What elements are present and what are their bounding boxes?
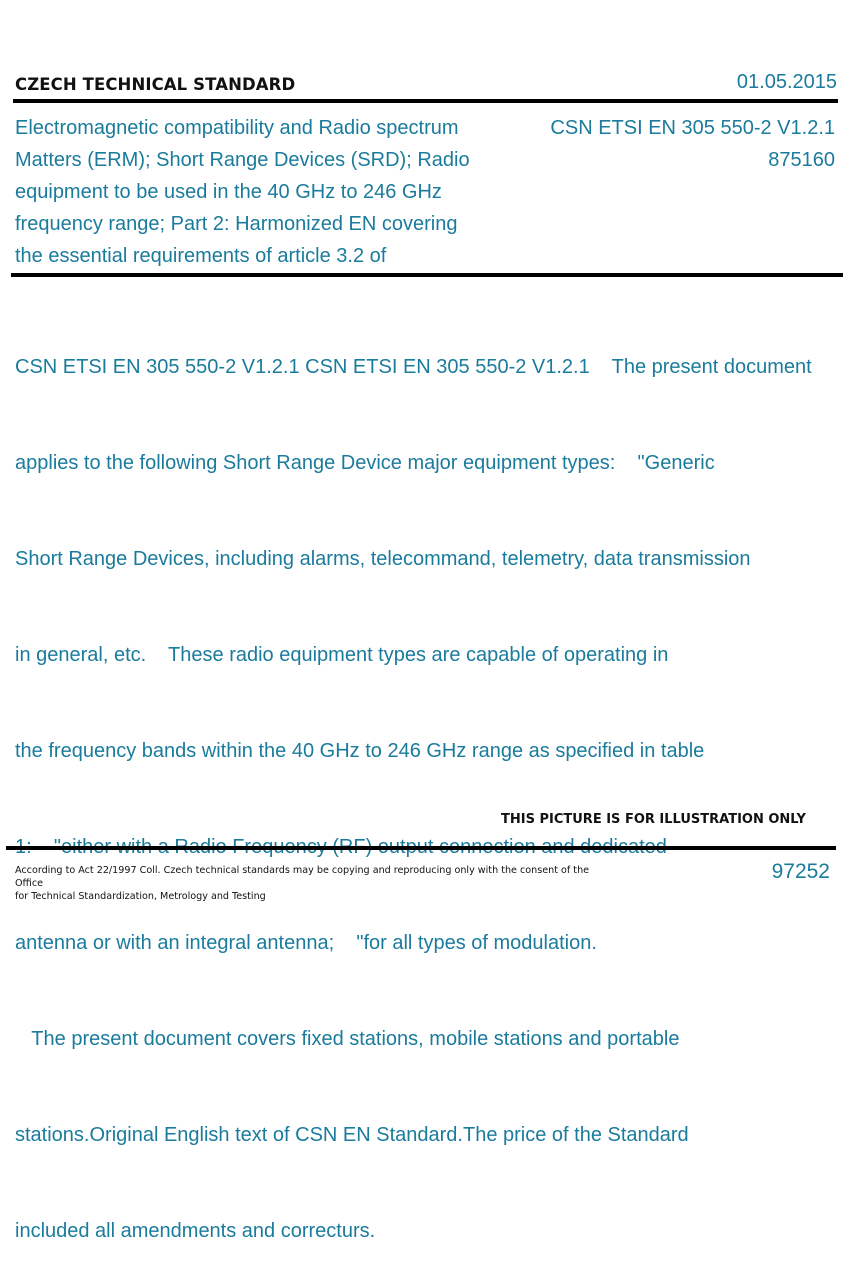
standard-title-line: frequency range; Part 2: Harmonized EN covering [15, 213, 458, 235]
standard-title-line: equipment to be used in the 40 GHz to 246 GHz [15, 181, 442, 203]
document-header-title: CZECH TECHNICAL STANDARD [15, 75, 296, 94]
abstract-line: stations.Original English text of CSN EN Standard.The price of the Standard [15, 1124, 689, 1146]
abstract-line: The present document covers fixed stations, mobile stations and portable [15, 1028, 680, 1050]
footer-number: 97252 [771, 860, 830, 883]
standard-code: CSN ETSI EN 305 550-2 V1.2.1 [550, 117, 835, 139]
abstract-line: in general, etc. These radio equipment types are capable of operating in [15, 644, 669, 666]
copyright-notice [15, 864, 595, 903]
footer-divider [6, 846, 836, 850]
standard-identifiers [550, 112, 835, 176]
abstract-line: the frequency bands within the 40 GHz to 246 GHz range as specified in table [15, 740, 705, 762]
standard-title-line: Matters (ERM); Short Range Devices (SRD); Radio [15, 149, 470, 171]
header-divider [13, 99, 838, 103]
copyright-line: According to Act 22/1997 Coll. Czech technical standards may be copying and reproducing only with the consent of the Office [15, 865, 590, 889]
standard-title-line: Electromagnetic compatibility and Radio spectrum [15, 117, 459, 139]
catalog-number: 875160 [768, 149, 835, 171]
abstract-line: Short Range Devices, including alarms, telecommand, telemetry, data transmission [15, 548, 751, 570]
abstract-line: antenna or with an integral antenna; "for all types of modulation. [15, 932, 597, 954]
publication-date: 01.05.2015 [736, 71, 837, 93]
abstract-text [15, 287, 865, 1279]
illustration-disclaimer: THIS PICTURE IS FOR ILLUSTRATION ONLY [501, 812, 806, 827]
abstract-line: applies to the following Short Range Device major equipment types: "Generic [15, 452, 715, 474]
abstract-line: CSN ETSI EN 305 550-2 V1.2.1 CSN ETSI EN 305 550-2 V1.2.1 The present document [15, 356, 812, 378]
copyright-line: for Technical Standardization, Metrology and Testing [15, 891, 266, 902]
standard-title [15, 112, 515, 272]
title-divider [11, 273, 843, 277]
standard-title-line: the essential requirements of article 3.2 of [15, 245, 387, 267]
abstract-line: included all amendments and correcturs. [15, 1220, 376, 1242]
